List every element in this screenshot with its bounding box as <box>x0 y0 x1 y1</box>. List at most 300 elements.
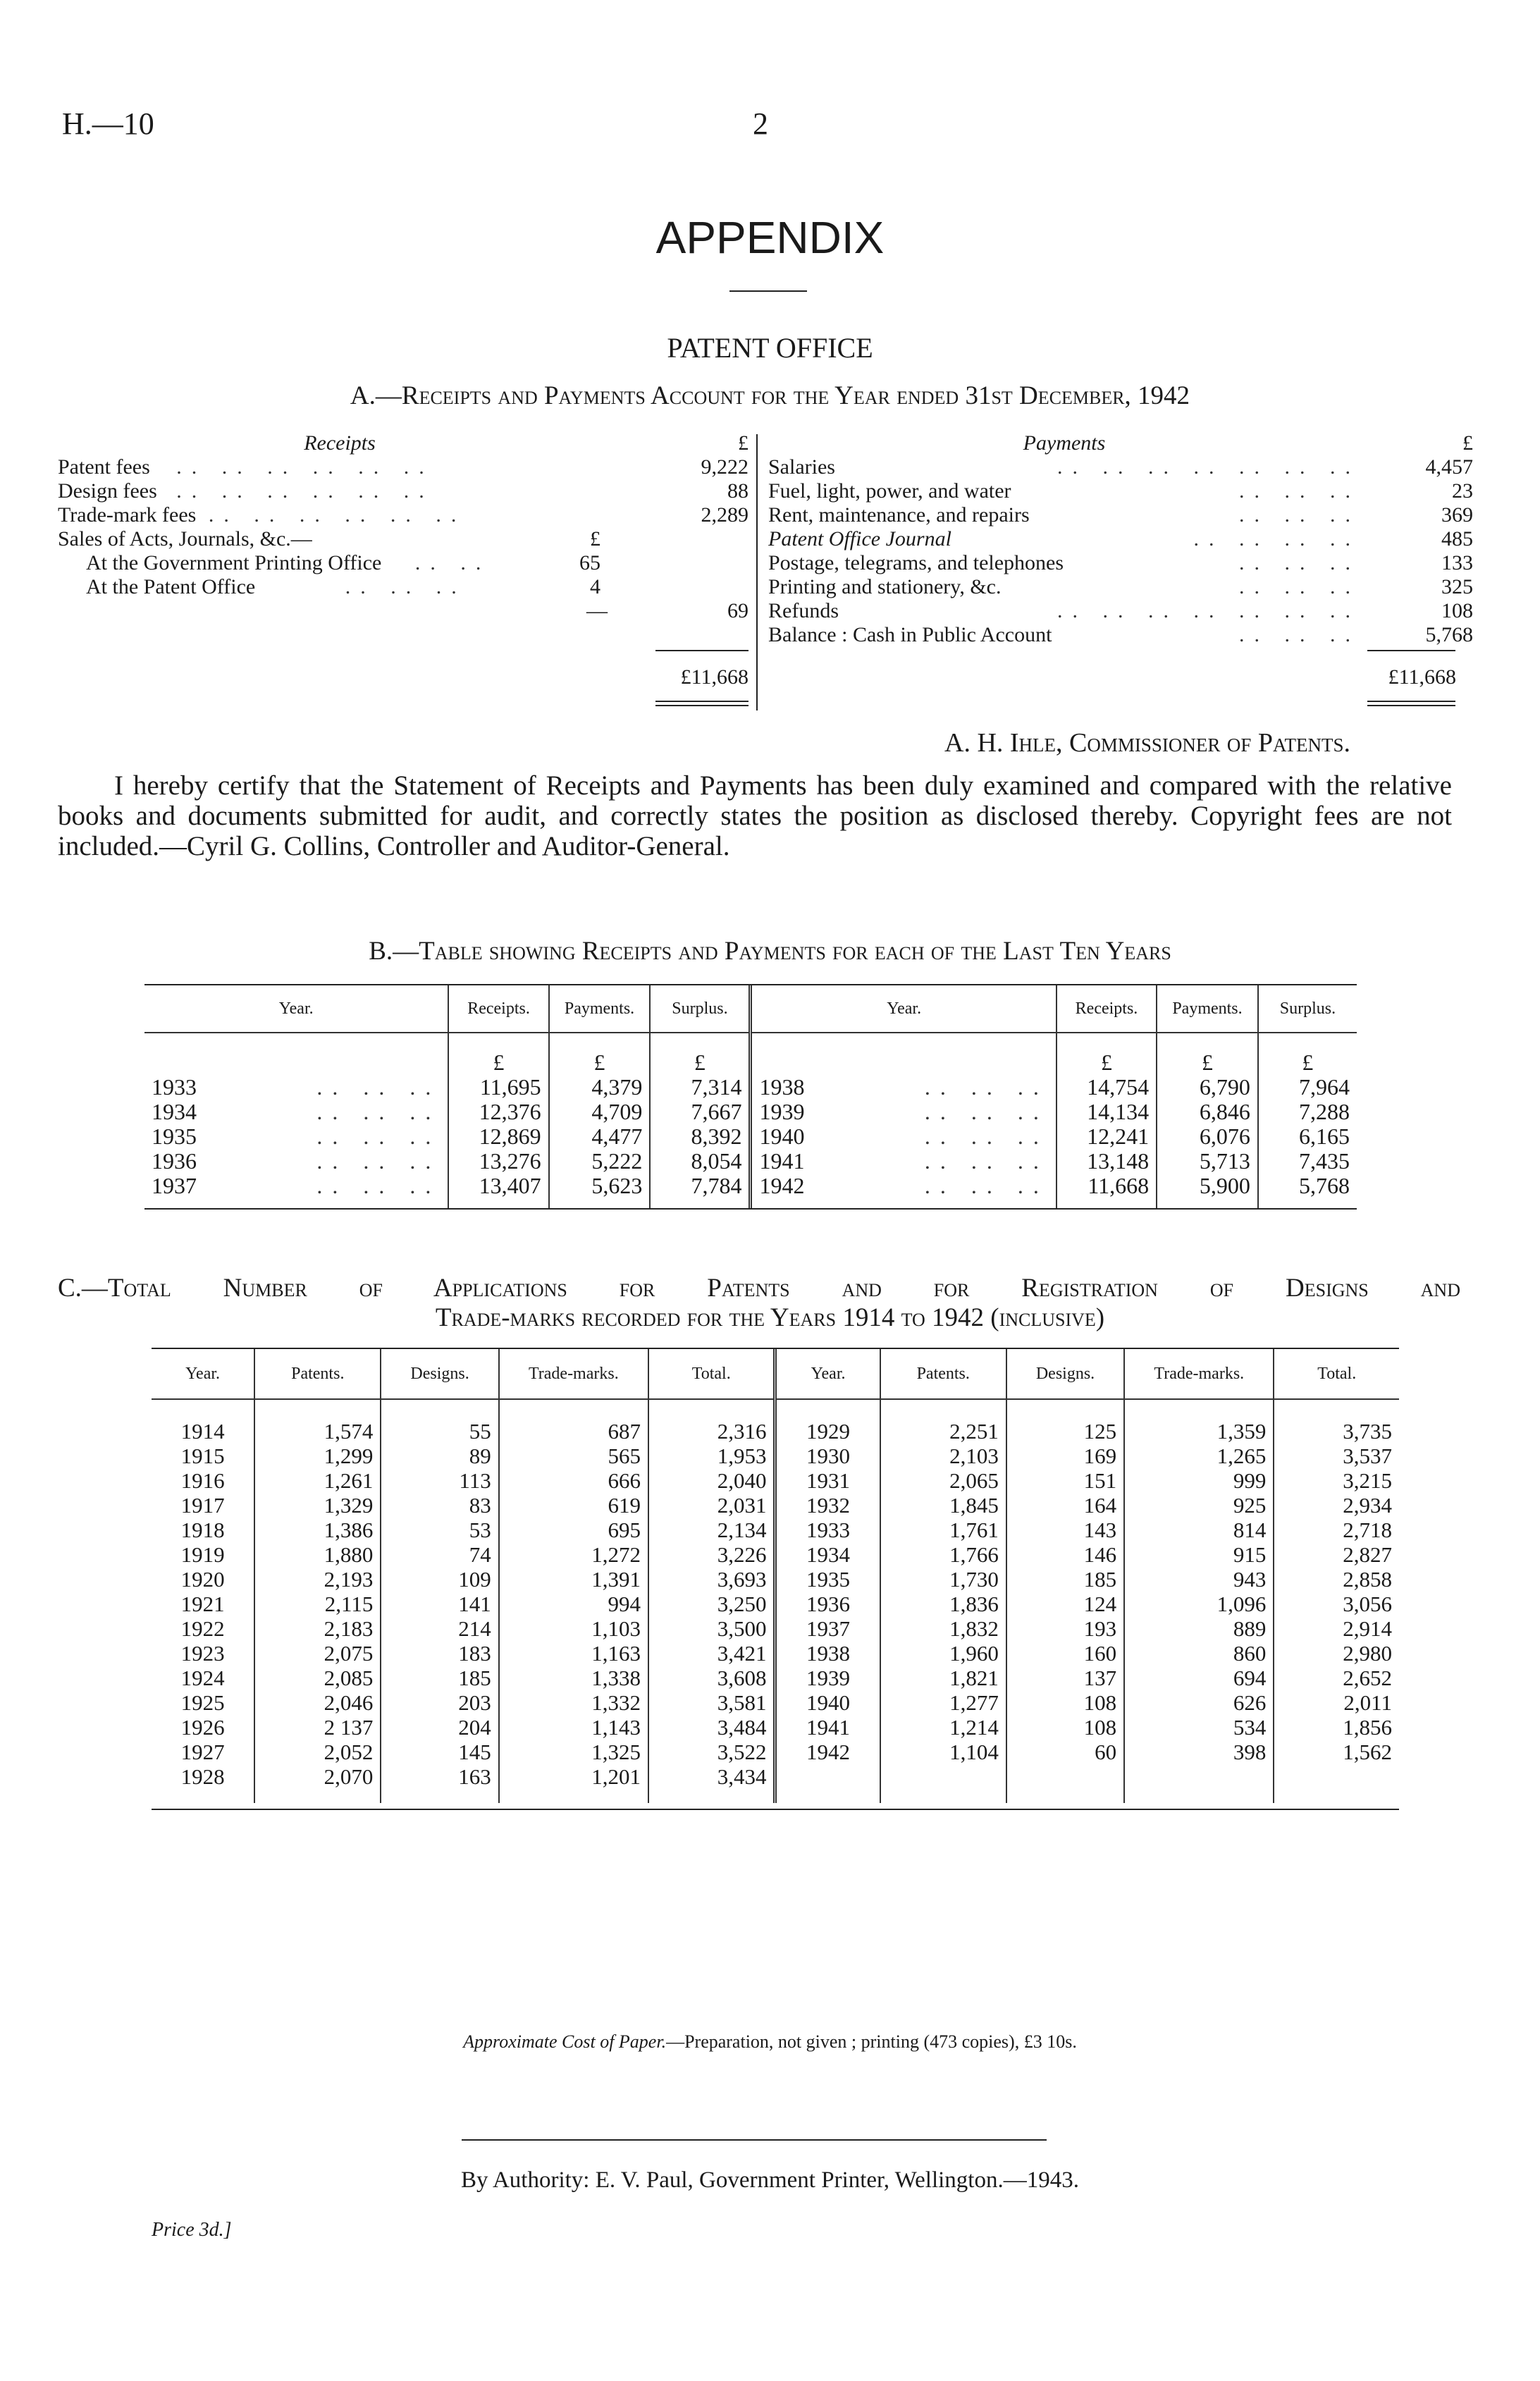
designs-cell: 185 <box>381 1666 498 1690</box>
col-year: Year. <box>751 985 1057 1033</box>
year-cell: 1921 <box>180 1592 225 1616</box>
year-cell: 1927 <box>180 1740 225 1764</box>
total-cell: 3,484 <box>648 1715 775 1740</box>
surplus-cell: 8,392 <box>650 1124 751 1149</box>
year-cell: 1933 <box>152 1074 197 1100</box>
payments-total: £11,668 <box>1388 665 1456 689</box>
year-cell: 1916 <box>180 1468 225 1493</box>
payment-amount: 369 <box>1441 503 1473 527</box>
trade-marks-cell: 565 <box>499 1444 648 1468</box>
total-cell: 1,856 <box>1274 1715 1399 1740</box>
year-cell: 1935 <box>152 1124 197 1149</box>
designs-cell: 183 <box>381 1641 498 1666</box>
unit-label: £ <box>1157 1033 1258 1075</box>
sales-total: 69 <box>727 599 749 622</box>
patents-cell: 2,183 <box>254 1616 381 1641</box>
trade-marks-cell: 925 <box>1124 1493 1274 1518</box>
unit-label: £ <box>448 1033 548 1075</box>
receipts-cell: 11,695 <box>448 1075 548 1100</box>
patents-cell: 1,845 <box>880 1493 1006 1518</box>
year-cell: 1919 <box>180 1542 225 1567</box>
receipts-total: £11,668 <box>680 665 749 689</box>
year-cell: 1937 <box>775 1616 880 1641</box>
sales-sub-label: At the Patent Office <box>86 575 256 598</box>
payments-cell: 5,900 <box>1157 1174 1258 1198</box>
payment-amount: 485 <box>1441 527 1473 550</box>
payments-cell: 5,623 <box>549 1174 651 1198</box>
trade-marks-cell: 694 <box>1124 1666 1274 1690</box>
col-total: Total. <box>648 1349 775 1399</box>
payments-cell: 4,477 <box>549 1124 651 1149</box>
payment-row: Postage, telegrams, and telephones .. .. .. 133 <box>768 551 1473 574</box>
designs-cell: 108 <box>1006 1715 1124 1740</box>
designs-cell: 151 <box>1006 1468 1124 1493</box>
page-title: APPENDIX <box>655 212 885 263</box>
designs-cell: 203 <box>381 1690 498 1715</box>
designs-cell: 143 <box>1006 1518 1124 1542</box>
designs-cell: 204 <box>381 1715 498 1740</box>
receipts-cell: 12,869 <box>448 1124 548 1149</box>
trade-marks-cell: 534 <box>1124 1715 1274 1740</box>
patents-cell: 1,386 <box>254 1518 381 1542</box>
receipt-label: Design fees <box>58 479 157 503</box>
receipt-amount: 9,222 <box>701 455 749 479</box>
patents-cell: 1,329 <box>254 1493 381 1518</box>
trade-marks-cell: 398 <box>1124 1740 1274 1764</box>
total-cell: 2,827 <box>1274 1542 1399 1567</box>
patents-cell: 1,104 <box>880 1740 1006 1764</box>
table-row <box>152 1518 1399 1542</box>
section-a-title: A.—Receipts and Payments Account for the Year ended 31st December, 1942 <box>350 381 1190 410</box>
trade-marks-cell: 1,332 <box>499 1690 648 1715</box>
patents-cell: 2,193 <box>254 1567 381 1592</box>
table-row <box>152 1444 1399 1468</box>
trade-marks-cell: 687 <box>499 1419 648 1444</box>
total-cell: 3,226 <box>648 1542 775 1567</box>
payments-pound: £ <box>1462 431 1473 455</box>
patents-cell: 2,075 <box>254 1641 381 1666</box>
receipts-cell: 12,376 <box>448 1100 548 1124</box>
col-surplus: Surplus. <box>650 985 751 1033</box>
patents-cell: 2,115 <box>254 1592 381 1616</box>
payment-amount: 5,768 <box>1425 623 1473 646</box>
year-cell: 1933 <box>775 1518 880 1542</box>
table-row <box>152 1666 1399 1690</box>
col-year: Year. <box>278 999 314 1018</box>
year-cell: 1917 <box>180 1493 225 1518</box>
year-cell: 1940 <box>759 1124 805 1149</box>
patents-cell: 1,574 <box>254 1419 381 1444</box>
receipt-row <box>58 599 749 623</box>
trade-marks-cell: 695 <box>499 1518 648 1542</box>
payment-label: Printing and stationery, &c. <box>768 575 1002 598</box>
total-cell: 3,522 <box>648 1740 775 1764</box>
col-designs: Designs. <box>381 1349 498 1399</box>
receipts-cell: 13,148 <box>1057 1149 1157 1174</box>
payment-amount: 133 <box>1441 551 1473 574</box>
year-cell: 1932 <box>775 1493 880 1518</box>
trade-marks-cell: 999 <box>1124 1468 1274 1493</box>
col-total: Total. <box>1274 1349 1399 1399</box>
surplus-cell: 8,054 <box>650 1149 751 1174</box>
total-cell: 2,718 <box>1274 1518 1399 1542</box>
receipt-amount: 88 <box>727 479 749 503</box>
col-trade-marks: Trade-marks. <box>499 1349 648 1399</box>
table-row <box>152 1641 1399 1666</box>
col-receipts: Receipts. <box>1057 985 1157 1033</box>
payment-label: Salaries <box>768 455 835 479</box>
price-note: Price 3d.] <box>152 2219 232 2241</box>
year-cell: 1942 <box>775 1740 880 1764</box>
col-payments: Payments. <box>549 985 651 1033</box>
payment-row: Rent, maintenance, and repairs .. .. .. 369 <box>768 503 1473 527</box>
year-cell: 1936 <box>152 1148 197 1174</box>
patents-cell: 1,821 <box>880 1666 1006 1690</box>
year-cell: 1939 <box>759 1099 805 1124</box>
payment-label: Postage, telegrams, and telephones <box>768 551 1064 574</box>
receipt-row <box>58 527 749 551</box>
col-designs: Designs. <box>1006 1349 1124 1399</box>
receipts-cell: 11,668 <box>1057 1174 1157 1198</box>
trade-marks-cell: 1,391 <box>499 1567 648 1592</box>
payment-row: Fuel, light, power, and water .. .. .. 23 <box>768 479 1473 503</box>
section-c-subtitle: Trade-marks recorded for the Years 1914 to 1942 (inclusive) <box>435 1303 1105 1332</box>
patents-cell: 1,832 <box>880 1616 1006 1641</box>
patents-cell: 2,046 <box>254 1690 381 1715</box>
payments-cell: 4,379 <box>549 1075 651 1100</box>
patents-cell: 2,251 <box>880 1419 1006 1444</box>
year-cell: 1924 <box>180 1666 225 1690</box>
payment-amount: 325 <box>1441 575 1473 598</box>
table-row: 1935 .. .. .. 12,869 4,477 8,392 1940 .. .. .. 12,241 6,076 6,165 <box>144 1124 1357 1149</box>
payments-cell: 5,713 <box>1157 1149 1258 1174</box>
year-cell: 1938 <box>759 1074 805 1100</box>
designs-cell: 108 <box>1006 1690 1124 1715</box>
unit-label: £ <box>1057 1033 1157 1075</box>
designs-cell: 163 <box>381 1764 498 1789</box>
receipt-row: At the Patent Office .. .. .. 4 <box>86 575 600 598</box>
trade-marks-cell: 889 <box>1124 1616 1274 1641</box>
designs-cell: 83 <box>381 1493 498 1518</box>
designs-cell: 109 <box>381 1567 498 1592</box>
year-cell: 1940 <box>775 1690 880 1715</box>
payment-amount: 4,457 <box>1425 455 1473 479</box>
patents-cell: 1,277 <box>880 1690 1006 1715</box>
payments-cell: 6,790 <box>1157 1075 1258 1100</box>
title-divider <box>729 290 807 292</box>
table-row <box>152 1493 1399 1518</box>
patents-cell: 1,766 <box>880 1542 1006 1567</box>
receipts-panel <box>58 431 749 623</box>
table-row <box>152 1419 1399 1444</box>
trade-marks-cell: 1,143 <box>499 1715 648 1740</box>
surplus-cell: 6,165 <box>1258 1124 1357 1149</box>
designs-cell: 214 <box>381 1616 498 1641</box>
receipt-amount: 2,289 <box>701 503 749 527</box>
trade-marks-cell: 626 <box>1124 1690 1274 1715</box>
trade-marks-cell: 1,359 <box>1124 1419 1274 1444</box>
total-cell: 2,316 <box>648 1419 775 1444</box>
patents-cell: 2,070 <box>254 1764 381 1789</box>
sales-sub-amount: 4 <box>590 575 600 598</box>
trade-marks-cell: 1,201 <box>499 1764 648 1789</box>
payment-row: Refunds .. .. .. .. .. .. .. 108 <box>768 599 1473 622</box>
cost-label: Approximate Cost of Paper. <box>463 2031 667 2052</box>
table-row: 1934 .. .. .. 12,376 4,709 7,667 1939 .. .. .. 14,134 6,846 7,288 <box>144 1100 1357 1124</box>
payment-label: Balance : Cash in Public Account <box>768 623 1052 646</box>
account-divider <box>756 434 758 710</box>
payment-row: Salaries .. .. .. .. .. .. .. 4,457 <box>768 455 1473 479</box>
patents-cell: 1,299 <box>254 1444 381 1468</box>
cost-text: —Preparation, not given ; printing (473 copies), £3 10s. <box>666 2031 1077 2052</box>
trade-marks-cell: 1,265 <box>1124 1444 1274 1468</box>
payments-cell: 5,222 <box>549 1149 651 1174</box>
receipt-row: Trade-mark fees .. .. .. .. .. .. 2,289 <box>58 503 749 527</box>
receipts-cell: 13,407 <box>448 1174 548 1198</box>
total-cell: 3,608 <box>648 1666 775 1690</box>
surplus-cell: 7,314 <box>650 1075 751 1100</box>
total-cell: 2,858 <box>1274 1567 1399 1592</box>
surplus-cell: 7,435 <box>1258 1149 1357 1174</box>
year-cell: 1929 <box>775 1419 880 1444</box>
total-cell: 3,735 <box>1274 1419 1399 1444</box>
year-cell: 1942 <box>759 1173 805 1198</box>
year-cell: 1935 <box>775 1567 880 1592</box>
year-cell: 1934 <box>775 1542 880 1567</box>
payment-amount: 23 <box>1452 479 1473 503</box>
designs-cell: 185 <box>1006 1567 1124 1592</box>
designs-cell: 60 <box>1006 1740 1124 1764</box>
sales-pound: £ <box>590 527 600 550</box>
total-cell: 2,980 <box>1274 1641 1399 1666</box>
payments-cell: 4,709 <box>549 1100 651 1124</box>
section-c-title: C.—Total Number of Applications for Patents and for Registration of Designs and <box>58 1274 1460 1303</box>
payments-panel <box>768 431 1473 647</box>
table-row <box>152 1740 1399 1764</box>
sales-dash: — <box>586 599 608 622</box>
section-b-table <box>144 985 1357 1208</box>
total-cell: 2,134 <box>648 1518 775 1542</box>
patents-cell: 1,730 <box>880 1567 1006 1592</box>
unit-label: £ <box>1258 1033 1357 1075</box>
payment-amount: 108 <box>1441 599 1473 622</box>
total-cell: 2,040 <box>648 1468 775 1493</box>
cost-note <box>0 2031 1540 2053</box>
designs-cell: 74 <box>381 1542 498 1567</box>
year-cell: 1920 <box>180 1567 225 1592</box>
receipts-cell: 12,241 <box>1057 1124 1157 1149</box>
surplus-cell: 7,667 <box>650 1100 751 1124</box>
designs-cell: 113 <box>381 1468 498 1493</box>
payment-row: Balance : Cash in Public Account .. .. .. 5,768 <box>768 623 1473 646</box>
designs-cell: 193 <box>1006 1616 1124 1641</box>
year-cell: 1937 <box>152 1173 197 1198</box>
payments-cell: 6,076 <box>1157 1124 1258 1149</box>
surplus-cell: 7,964 <box>1258 1075 1357 1100</box>
sales-label: Sales of Acts, Journals, &c.— <box>58 527 312 550</box>
table-row: 1933 .. .. .. 11,695 4,379 7,314 1938 .. .. .. 14,754 6,790 7,964 <box>144 1075 1357 1100</box>
trade-marks-cell: 619 <box>499 1493 648 1518</box>
year-cell: 1922 <box>180 1616 225 1641</box>
table-row <box>152 1715 1399 1740</box>
trade-marks-cell: 1,338 <box>499 1666 648 1690</box>
year-cell: 1918 <box>180 1518 225 1542</box>
designs-cell: 169 <box>1006 1444 1124 1468</box>
sales-sub-label: At the Government Printing Office <box>86 551 382 574</box>
patents-cell: 2,103 <box>880 1444 1006 1468</box>
table-row: 1936 .. .. .. 13,276 5,222 8,054 1941 .. .. .. 13,148 5,713 7,435 <box>144 1149 1357 1174</box>
total-cell: 3,056 <box>1274 1592 1399 1616</box>
col-receipts: Receipts. <box>448 985 548 1033</box>
trade-marks-cell: 1,103 <box>499 1616 648 1641</box>
year-cell: 1928 <box>180 1764 225 1789</box>
year-cell: 1934 <box>152 1099 197 1124</box>
designs-cell: 137 <box>1006 1666 1124 1690</box>
surplus-cell: 5,768 <box>1258 1174 1357 1198</box>
trade-marks-cell: 943 <box>1124 1567 1274 1592</box>
trade-marks-cell: 1,163 <box>499 1641 648 1666</box>
receipt-label: Patent fees <box>58 455 150 479</box>
receipts-cell: 13,276 <box>448 1149 548 1174</box>
total-cell: 2,914 <box>1274 1616 1399 1641</box>
receipts-pound: £ <box>738 431 749 455</box>
surplus-cell: 7,784 <box>650 1174 751 1198</box>
year-cell: 1938 <box>775 1641 880 1666</box>
col-patents: Patents. <box>880 1349 1006 1399</box>
trade-marks-cell: 1,325 <box>499 1740 648 1764</box>
col-patents: Patents. <box>254 1349 381 1399</box>
patents-cell: 2,085 <box>254 1666 381 1690</box>
trade-marks-cell: 860 <box>1124 1641 1274 1666</box>
printer-authority: By Authority: E. V. Paul, Government Printer, Wellington.—1943. <box>461 2167 1079 2193</box>
payment-row: Patent Office Journal .. .. .. .. 485 <box>768 527 1473 550</box>
patents-cell: 1,836 <box>880 1592 1006 1616</box>
patents-cell: 1,261 <box>254 1468 381 1493</box>
col-year: Year. <box>775 1349 880 1399</box>
total-cell: 3,250 <box>648 1592 775 1616</box>
unit-label: £ <box>549 1033 651 1075</box>
total-cell: 3,421 <box>648 1641 775 1666</box>
total-cell: 1,953 <box>648 1444 775 1468</box>
patents-cell: 2,052 <box>254 1740 381 1764</box>
designs-cell: 89 <box>381 1444 498 1468</box>
page-number: 2 <box>753 106 768 141</box>
receipt-label: Trade-mark fees <box>58 503 197 527</box>
section-b-title: B.—Table showing Receipts and Payments for each of the Last Ten Years <box>369 937 1171 966</box>
designs-cell: 125 <box>1006 1419 1124 1444</box>
total-cell: 1,562 <box>1274 1740 1399 1764</box>
receipts-cell: 14,134 <box>1057 1100 1157 1124</box>
total-cell: 2,031 <box>648 1493 775 1518</box>
total-cell: 2,652 <box>1274 1666 1399 1690</box>
receipt-row: Patent fees .. .. .. .. .. .. 9,222 <box>58 455 749 479</box>
unit-label: £ <box>650 1033 751 1075</box>
patents-cell: 1,960 <box>880 1641 1006 1666</box>
receipts-heading: Receipts <box>304 431 376 455</box>
year-cell: 1914 <box>180 1419 225 1444</box>
document-reference: H.—10 <box>62 106 154 141</box>
table-row <box>152 1690 1399 1715</box>
year-cell: 1915 <box>180 1444 225 1468</box>
receipt-row: Design fees .. .. .. .. .. .. 88 <box>58 479 749 503</box>
total-cell: 3,215 <box>1274 1468 1399 1493</box>
trade-marks-cell: 814 <box>1124 1518 1274 1542</box>
designs-cell: 164 <box>1006 1493 1124 1518</box>
payments-heading: Payments <box>1023 431 1106 455</box>
payment-row: Printing and stationery, &c. .. .. .. 325 <box>768 575 1473 598</box>
total-cell: 2,934 <box>1274 1493 1399 1518</box>
payment-label: Patent Office Journal <box>768 527 951 550</box>
year-cell: 1941 <box>759 1148 805 1174</box>
sales-sub-amount: 65 <box>579 551 600 574</box>
patents-cell: 2 137 <box>254 1715 381 1740</box>
payment-label: Refunds <box>768 599 839 622</box>
total-cell: 3,434 <box>648 1764 775 1789</box>
table-row <box>152 1764 1399 1789</box>
total-cell: 2,011 <box>1274 1690 1399 1715</box>
receipts-cell: 14,754 <box>1057 1075 1157 1100</box>
col-payments: Payments. <box>1157 985 1258 1033</box>
office-heading: PATENT OFFICE <box>667 332 873 364</box>
designs-cell: 55 <box>381 1419 498 1444</box>
designs-cell: 141 <box>381 1592 498 1616</box>
payments-cell: 6,846 <box>1157 1100 1258 1124</box>
table-row <box>152 1542 1399 1567</box>
col-surplus: Surplus. <box>1258 985 1357 1033</box>
total-cell: 3,500 <box>648 1616 775 1641</box>
surplus-cell: 7,288 <box>1258 1100 1357 1124</box>
col-trade-marks: Trade-marks. <box>1124 1349 1274 1399</box>
payment-label: Rent, maintenance, and repairs <box>768 503 1030 527</box>
year-cell: 1941 <box>775 1715 880 1740</box>
year-cell: 1931 <box>775 1468 880 1493</box>
patents-cell: 2,065 <box>880 1468 1006 1493</box>
designs-cell: 53 <box>381 1518 498 1542</box>
designs-cell: 160 <box>1006 1641 1124 1666</box>
table-row <box>152 1468 1399 1493</box>
total-cell: 3,581 <box>648 1690 775 1715</box>
year-cell: 1923 <box>180 1641 225 1666</box>
year-cell: 1936 <box>775 1592 880 1616</box>
payment-label: Fuel, light, power, and water <box>768 479 1011 503</box>
receipt-row: At the Government Printing Office .. .. 65 <box>86 551 600 574</box>
table-row <box>152 1567 1399 1592</box>
trade-marks-cell: 666 <box>499 1468 648 1493</box>
year-cell: 1926 <box>180 1715 225 1740</box>
total-cell: 3,537 <box>1274 1444 1399 1468</box>
section-c-table <box>152 1349 1399 1803</box>
table-row: 1937 .. .. .. 13,407 5,623 7,784 1942 .. .. .. 11,668 5,900 5,768 <box>144 1174 1357 1198</box>
col-year: Year. <box>185 1364 221 1383</box>
trade-marks-cell: 1,096 <box>1124 1592 1274 1616</box>
trade-marks-cell: 994 <box>499 1592 648 1616</box>
designs-cell: 145 <box>381 1740 498 1764</box>
year-cell: 1930 <box>775 1444 880 1468</box>
year-cell: 1925 <box>180 1690 225 1715</box>
year-cell: 1939 <box>775 1666 880 1690</box>
patents-cell: 1,761 <box>880 1518 1006 1542</box>
designs-cell: 124 <box>1006 1592 1124 1616</box>
commissioner-signature: A. H. Ihle, Commissioner of Patents. <box>944 728 1351 758</box>
designs-cell: 146 <box>1006 1542 1124 1567</box>
audit-certificate: I hereby certify that the Statement of Receipts and Payments has been duly examined and compared with the relative books and documents submitted for audit, and correctly states the position as disclosed thereby. Copyright fees are not included.—Cyril G. Collins, Controller and Auditor-General. <box>58 770 1452 861</box>
trade-marks-cell: 1,272 <box>499 1542 648 1567</box>
patents-cell: 1,880 <box>254 1542 381 1567</box>
table-row <box>152 1592 1399 1616</box>
patents-cell: 1,214 <box>880 1715 1006 1740</box>
total-cell: 3,693 <box>648 1567 775 1592</box>
table-row <box>152 1616 1399 1641</box>
